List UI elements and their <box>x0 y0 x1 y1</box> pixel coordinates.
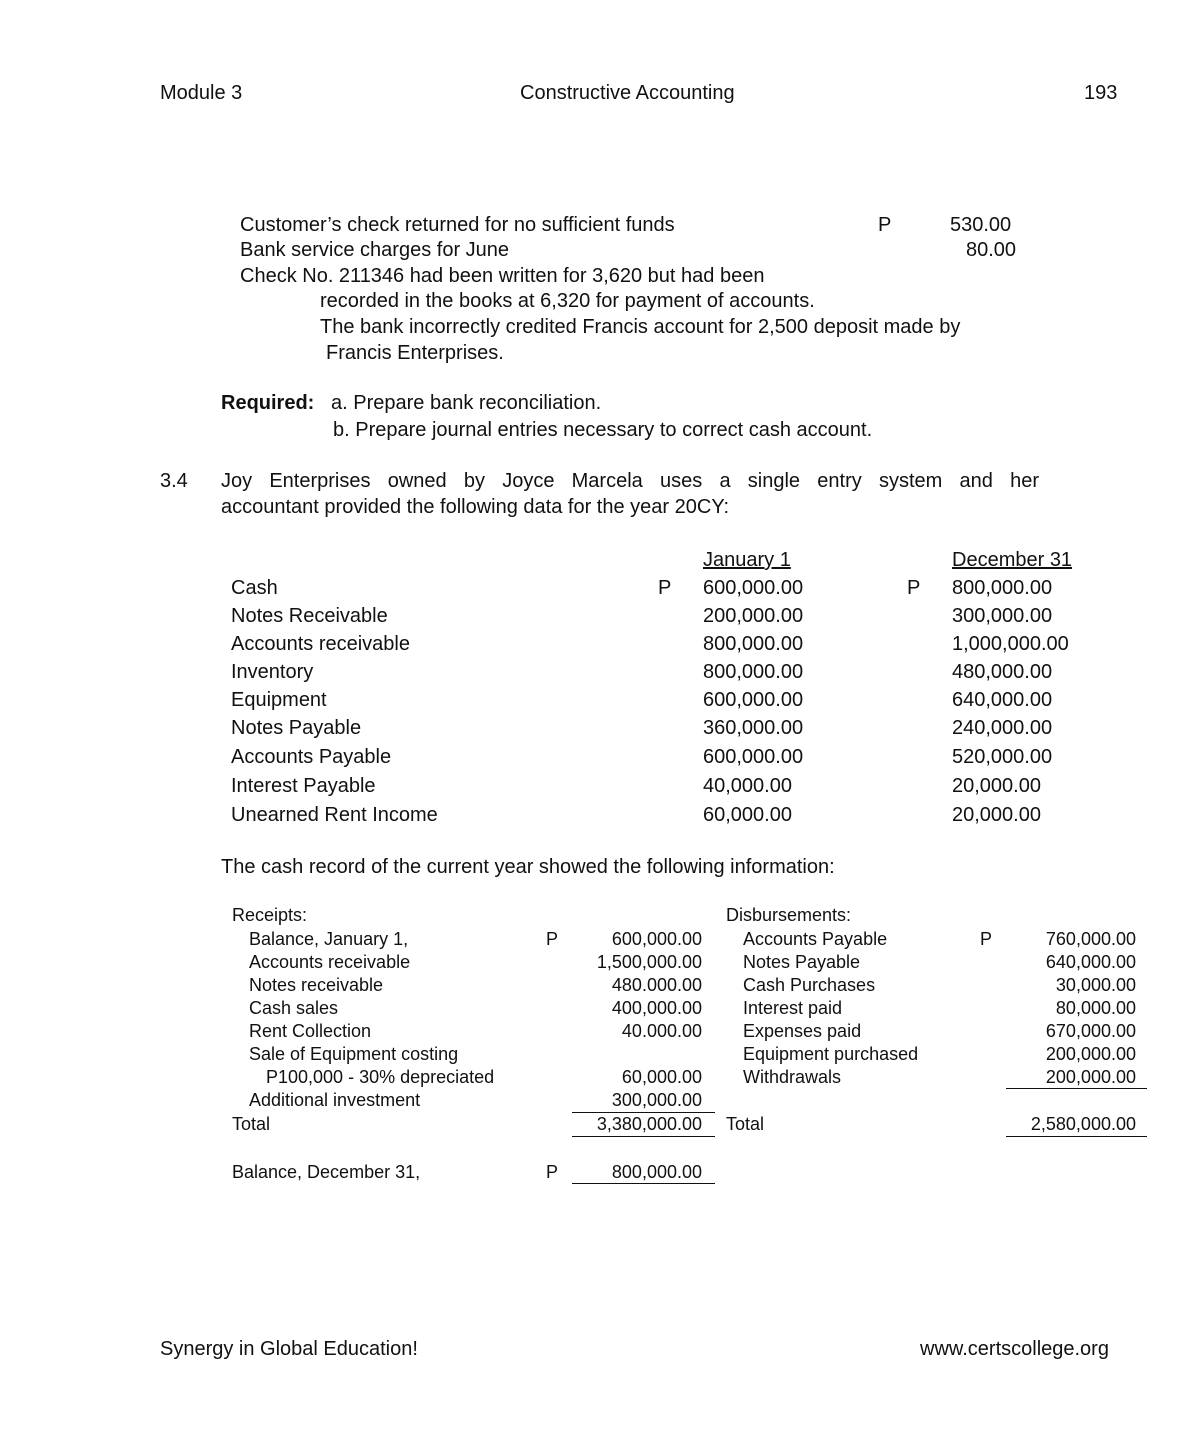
problem-line-1: Joy Enterprises owned by Joyce Marcela uses a single entry system and her <box>221 470 1039 492</box>
receipts-total-underline <box>572 1136 715 1137</box>
balance-row-dec: 20,000.00 <box>952 804 1041 826</box>
balance-row-dec: 800,000.00 <box>952 577 1053 599</box>
problem-number: 3.4 <box>160 470 188 492</box>
service-label: Bank service charges for June <box>240 239 510 261</box>
balance-row-dec: 240,000.00 <box>952 717 1053 739</box>
required-label: Required: <box>221 392 315 414</box>
disbursements-subtotal-rule <box>1006 1088 1147 1089</box>
disbursement-label: Expenses paid <box>743 1021 862 1041</box>
balance-row-jan: 60,000.00 <box>703 804 792 826</box>
receipt-amount: 1,500,000.00 <box>596 952 702 972</box>
nsf-amount: 530.00 <box>950 214 1012 236</box>
header-title: Constructive Accounting <box>520 82 735 104</box>
receipts-title: Receipts: <box>232 905 308 925</box>
balance-row-jan: 600,000.00 <box>703 746 804 768</box>
required-a: a. Prepare bank reconciliation. <box>331 392 602 414</box>
disbursement-amount: 640,000.00 <box>1045 952 1136 972</box>
receipts-total-rule <box>572 1112 715 1113</box>
jan-currency: P <box>658 577 672 599</box>
balance-december-currency: P <box>546 1162 559 1182</box>
balance-row-label: Inventory <box>231 661 314 683</box>
disbursement-amount: 670,000.00 <box>1045 1021 1136 1041</box>
page-number: 193 <box>1084 82 1118 104</box>
receipt-amount: 40.000.00 <box>621 1021 702 1041</box>
check-line-1: Check No. 211346 had been written for 3,620 but had been <box>240 265 765 287</box>
balance-row-dec: 480,000.00 <box>952 661 1053 683</box>
problem-line-2: accountant provided the following data for the year 20CY: <box>221 496 730 518</box>
disbursements-total-underline <box>1006 1136 1147 1137</box>
nsf-label: Customer’s check returned for no sufficient funds <box>240 214 675 236</box>
disbursements-total: 2,580,000.00 <box>1030 1114 1136 1134</box>
receipt-label: Notes receivable <box>249 975 384 995</box>
balance-row-dec: 520,000.00 <box>952 746 1053 768</box>
disbursement-label: Accounts Payable <box>743 929 888 949</box>
receipt-label: Additional investment <box>249 1090 421 1110</box>
receipt-amount: 60,000.00 <box>621 1067 702 1087</box>
receipt-label: Cash sales <box>249 998 339 1018</box>
disbursement-amount: 760,000.00 <box>1045 929 1136 949</box>
disbursement-label: Interest paid <box>743 998 843 1018</box>
disbursement-label: Withdrawals <box>743 1067 842 1087</box>
receipt-amount: 300,000.00 <box>611 1090 702 1110</box>
disbursement-label: Notes Payable <box>743 952 861 972</box>
disbursement-amount: 30,000.00 <box>1055 975 1136 995</box>
balance-row-label: Equipment <box>231 689 327 711</box>
balance-december-amount: 800,000.00 <box>611 1162 702 1182</box>
receipt-amount: 400,000.00 <box>611 998 702 1018</box>
disbursement-amount: 200,000.00 <box>1045 1044 1136 1064</box>
balance-row-dec: 640,000.00 <box>952 689 1053 711</box>
service-amount: 80.00 <box>966 239 1017 261</box>
dec-currency: P <box>907 577 921 599</box>
disbursements-currency: P <box>980 929 993 949</box>
balance-row-jan: 360,000.00 <box>703 717 804 739</box>
receipt-amount: 480.000.00 <box>611 975 702 995</box>
balance-row-jan: 800,000.00 <box>703 661 804 683</box>
receipt-label: Sale of Equipment costing <box>249 1044 459 1064</box>
balance-row-label: Accounts receivable <box>231 633 410 655</box>
disbursement-amount: 80,000.00 <box>1055 998 1136 1018</box>
balance-december-underline <box>572 1183 715 1184</box>
disbursements-total-label: Total <box>726 1114 765 1134</box>
header-module: Module 3 <box>160 82 243 104</box>
receipts-total: 3,380,000.00 <box>596 1114 702 1134</box>
disbursement-label: Equipment purchased <box>743 1044 919 1064</box>
balance-row-label: Interest Payable <box>231 775 376 797</box>
receipts-total-label: Total <box>232 1114 271 1134</box>
balance-row-label: Notes Receivable <box>231 605 388 627</box>
credit-line-2: Francis Enterprises. <box>326 342 504 364</box>
balance-row-jan: 600,000.00 <box>703 689 804 711</box>
receipt-label: Rent Collection <box>249 1021 372 1041</box>
footer-website: www.certscollege.org <box>920 1338 1109 1360</box>
receipts-currency: P <box>546 929 559 949</box>
receipt-amount: 600,000.00 <box>611 929 702 949</box>
disbursement-amount: 200,000.00 <box>1045 1067 1136 1087</box>
receipt-label: Balance, January 1, <box>249 929 409 949</box>
col-january-1: January 1 <box>703 549 791 571</box>
balance-row-label: Notes Payable <box>231 717 362 739</box>
cash-record-intro: The cash record of the current year showed the following information: <box>221 856 835 878</box>
balance-row-label: Cash <box>231 577 278 599</box>
balance-december-label: Balance, December 31, <box>232 1162 421 1182</box>
balance-row-dec: 1,000,000.00 <box>952 633 1069 655</box>
receipt-label: Accounts receivable <box>249 952 411 972</box>
balance-row-jan: 600,000.00 <box>703 577 804 599</box>
balance-row-label: Unearned Rent Income <box>231 804 438 826</box>
footer-tagline: Synergy in Global Education! <box>160 1338 418 1360</box>
balance-row-dec: 300,000.00 <box>952 605 1053 627</box>
check-line-2: recorded in the books at 6,320 for payment of accounts. <box>320 290 815 312</box>
balance-row-jan: 800,000.00 <box>703 633 804 655</box>
credit-line-1: The bank incorrectly credited Francis account for 2,500 deposit made by <box>320 316 961 338</box>
balance-row-jan: 40,000.00 <box>703 775 792 797</box>
receipt-label: P100,000 - 30% depreciated <box>266 1067 495 1087</box>
balance-row-label: Accounts Payable <box>231 746 392 768</box>
disbursements-title: Disbursements: <box>726 905 852 925</box>
required-b: b. Prepare journal entries necessary to correct cash account. <box>333 419 873 441</box>
disbursement-label: Cash Purchases <box>743 975 876 995</box>
balance-row-jan: 200,000.00 <box>703 605 804 627</box>
col-december-31: December 31 <box>952 549 1073 571</box>
balance-row-dec: 20,000.00 <box>952 775 1041 797</box>
nsf-currency: P <box>878 214 892 236</box>
